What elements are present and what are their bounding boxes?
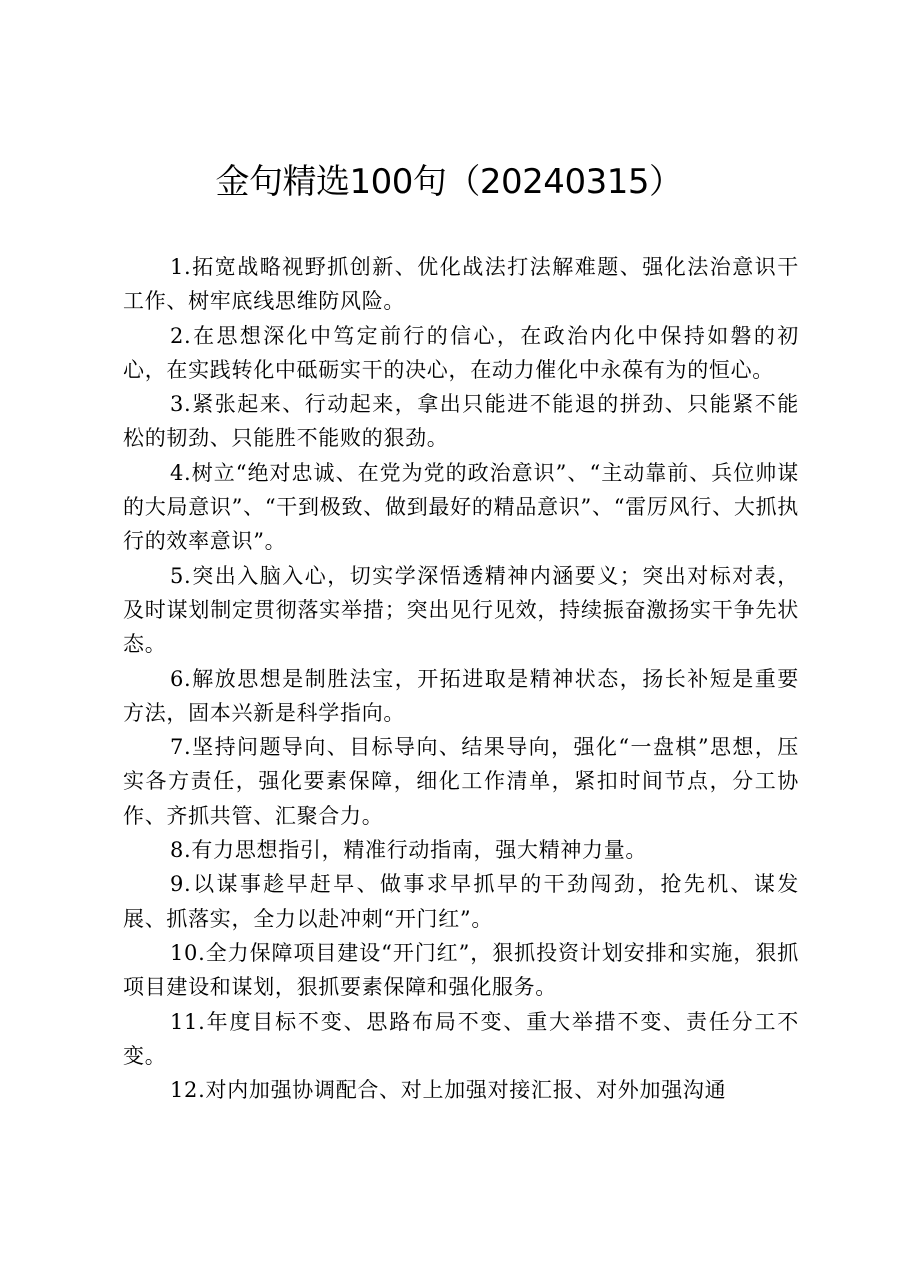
paragraph-2: 2.在思想深化中笃定前行的信心，在政治内化中保持如磐的初心，在实践转化中砥砺实干的决心，在动力催化中永葆有为的恒心。 xyxy=(123,323,799,382)
paragraph-1: 1.拓宽战略视野抓创新、优化战法打法解难题、强化法治意识干工作、树牢底线思维防风险。 xyxy=(123,255,799,314)
paragraph-6: 6.解放思想是制胜法宝，开拓进取是精神状态，扬长补短是重要方法，固本兴新是科学指向。 xyxy=(123,666,799,725)
paragraph-11: 11.年度目标不变、思路布局不变、重大举措不变、责任分工不变。 xyxy=(123,1009,799,1068)
paragraph-5: 5.突出入脑入心，切实学深悟透精神内涵要义；突出对标对表，及时谋划制定贯彻落实举措；突出见行见效，持续振奋激扬实干争先状态。 xyxy=(123,563,799,657)
paragraph-8: 8.有力思想指引，精准行动指南，强大精神力量。 xyxy=(170,838,648,863)
paragraph-7: 7.坚持问题导向、目标导向、结果导向，强化“一盘棋”思想，压实各方责任，强化要素保障，细化工作清单，紧扣时间节点，分工协作、齐抓共管、汇聚合力。 xyxy=(123,735,799,828)
paragraph-4: 4.树立“绝对忠诚、在党为党的政治意识”、“主动靠前、兵位帅谋的大局意识”、“干到极致、做到最好的精品意识”、“雷厉风行、大抓执行的效率意识”。 xyxy=(123,460,799,554)
document-title: 金句精选100句（20240315） xyxy=(215,162,683,202)
paragraph-3: 3.紧张起来、行动起来，拿出只能进不能退的拼劲、只能紧不能松的韧劲、只能胜不能败的狠劲。 xyxy=(123,392,799,451)
paragraph-12: 12.对内加强协调配合、对上加强对接汇报、对外加强沟通 xyxy=(170,1078,727,1103)
paragraph-9: 9.以谋事趁早赶早、做事求早抓早的干劲闯劲，抢先机、谋发展、抓落实，全力以赴冲刺“开门红”。 xyxy=(123,872,799,931)
paragraph-10: 10.全力保障项目建设“开门红”，狠抓投资计划安排和实施，狠抓项目建设和谋划，狠抓要素保障和强化服务。 xyxy=(123,940,799,1000)
document-body xyxy=(123,250,799,1107)
